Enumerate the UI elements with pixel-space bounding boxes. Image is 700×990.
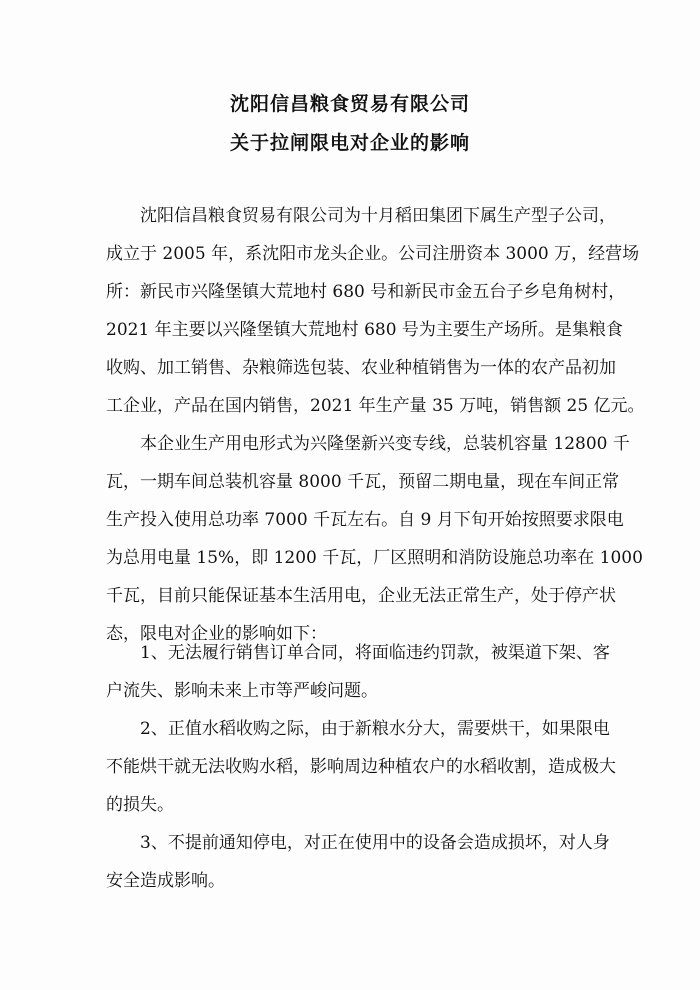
paragraph-line: 收购、加工销售、杂粮筛选包装、农业种植销售为一体的农产品初加	[106, 358, 616, 378]
paragraph-company-profile	[106, 197, 645, 425]
paragraph-line: 户流失、影响未来上市等严峻问题。	[106, 681, 378, 701]
paragraph-impact-3	[106, 824, 610, 900]
paragraph-line: 成立于 2005 年，系沈阳市龙头企业。公司注册资本 3000 万，经营场	[106, 244, 640, 264]
paragraph-line: 瓦，一期车间总装机容量 8000 千瓦，预留二期电量，现在车间正常	[106, 472, 620, 492]
paragraph-line: 的损失。	[106, 795, 174, 815]
document-title-subject: 关于拉闸限电对企业的影响	[229, 132, 470, 154]
paragraph-line: 所：新民市兴隆堡镇大荒地村 680 号和新民市金五台子乡皂角树村，	[106, 282, 626, 302]
paragraph-line: 不能烘干就无法收购水稻，影响周边种植农户的水稻收割，造成极大	[106, 757, 616, 777]
paragraph-line: 态，限电对企业的影响如下：	[106, 624, 327, 644]
paragraph-line: 沈阳信昌粮食贸易有限公司为十月稻田集团下属生产型子公司，	[140, 206, 616, 226]
paragraph-impact-2	[106, 710, 616, 824]
paragraph-impact-1	[106, 634, 610, 710]
paragraph-line: 安全造成影响。	[106, 871, 225, 891]
document-title-company: 沈阳信昌粮食贸易有限公司	[229, 93, 470, 115]
paragraph-line: 为总用电量 15%，即 1200 千瓦，厂区照明和消防设施总功率在 1000	[106, 548, 643, 568]
paragraph-line: 2021 年主要以兴隆堡镇大荒地村 680 号为主要生产场所。是集粮食	[106, 320, 623, 340]
paragraph-line: 生产投入使用总功率 7000 千瓦左右。自 9 月下旬开始按照要求限电	[106, 510, 624, 530]
paragraph-line: 本企业生产用电形式为兴隆堡新兴变专线，总装机容量 12800 千	[140, 434, 630, 454]
paragraph-line: 千瓦，目前只能保证基本生活用电，企业无法正常生产，处于停产状	[106, 586, 616, 606]
paragraph-line: 工企业，产品在国内销售，2021 年生产量 35 万吨，销售额 25 亿元。	[106, 396, 645, 416]
paragraph-line: 1、无法履行销售订单合同，将面临违约罚款，被渠道下架、客	[140, 643, 610, 663]
paragraph-line: 2、正值水稻收购之际，由于新粮水分大，需要烘干，如果限电	[140, 719, 610, 739]
paragraph-line: 3、不提前通知停电，对正在使用中的设备会造成损坏，对人身	[140, 833, 610, 853]
